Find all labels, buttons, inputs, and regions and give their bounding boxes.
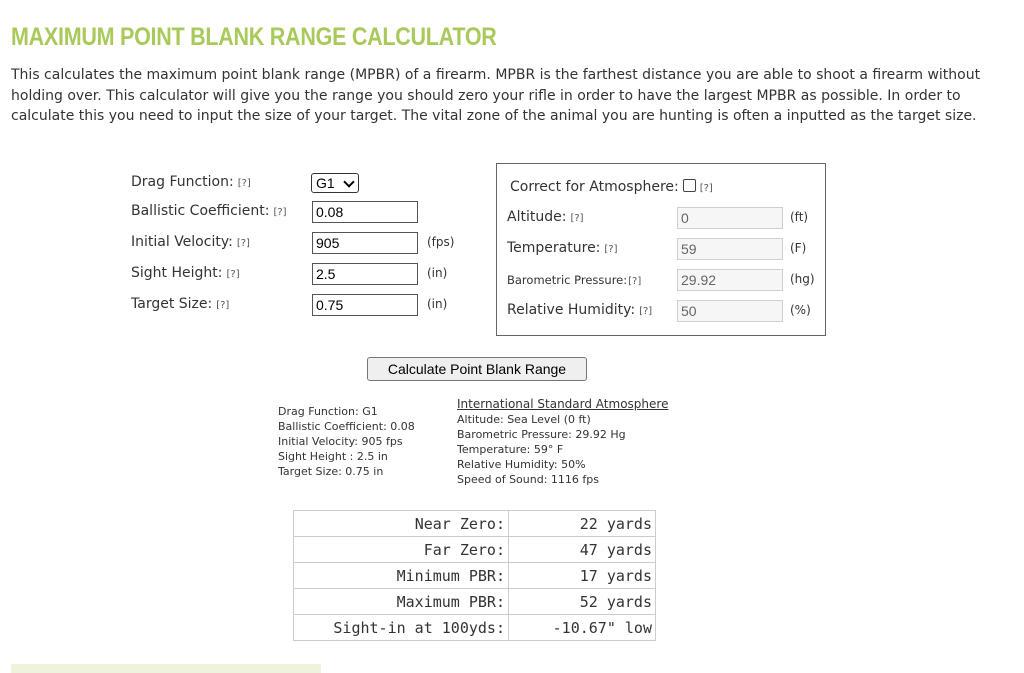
page-title: MAXIMUM POINT BLANK RANGE CALCULATOR bbox=[11, 23, 497, 51]
table-row bbox=[294, 537, 656, 563]
correct-atmosphere-checkbox[interactable] bbox=[683, 179, 696, 192]
summary-line: Ballistic Coefficient: 0.08 bbox=[278, 420, 415, 433]
summary-line: Target Size: 0.75 in bbox=[278, 465, 384, 478]
calculator-form bbox=[131, 170, 461, 330]
target-size-help[interactable]: [?] bbox=[216, 300, 230, 311]
humidity-label: Relative Humidity: [?] bbox=[507, 302, 653, 318]
result-label: Sight-in at 100yds: bbox=[294, 615, 509, 641]
summary-line: Sight Height : 2.5 in bbox=[278, 450, 388, 463]
sight-height-help[interactable]: [?] bbox=[226, 269, 240, 280]
pressure-unit: (hg) bbox=[790, 272, 815, 286]
table-row bbox=[294, 589, 656, 615]
target-size-unit: (in) bbox=[427, 297, 448, 311]
chevron-down-icon bbox=[343, 176, 354, 187]
result-value: -10.67" low bbox=[509, 615, 656, 641]
table-row bbox=[294, 615, 656, 641]
sight-height-unit: (in) bbox=[427, 266, 448, 280]
initial-velocity-input[interactable]: 905 bbox=[312, 232, 418, 254]
initial-velocity-label: Initial Velocity: [?] bbox=[131, 234, 250, 250]
result-value: 47 yards bbox=[509, 537, 656, 563]
result-value: 17 yards bbox=[509, 563, 656, 589]
correct-atmosphere-label: Correct for Atmosphere: [?] bbox=[510, 179, 713, 195]
atmosphere-summary bbox=[457, 397, 668, 487]
ballistic-coefficient-input[interactable]: 0.08 bbox=[312, 201, 418, 223]
result-value: 52 yards bbox=[509, 589, 656, 615]
result-label: Minimum PBR: bbox=[294, 563, 509, 589]
temperature-label: Temperature: [?] bbox=[507, 240, 618, 256]
result-label: Maximum PBR: bbox=[294, 589, 509, 615]
ballistic-coefficient-help[interactable]: [?] bbox=[273, 207, 287, 218]
summary-line: Temperature: 59° F bbox=[457, 443, 564, 456]
temperature-unit: (F) bbox=[790, 241, 807, 255]
summary-line: Initial Velocity: 905 fps bbox=[278, 435, 403, 448]
summary-line: Speed of Sound: 1116 fps bbox=[457, 473, 599, 486]
drag-function-select[interactable]: G1 bbox=[311, 173, 359, 193]
results-table bbox=[293, 510, 656, 641]
temperature-input[interactable]: 59 bbox=[677, 238, 783, 260]
pressure-label: Barometric Pressure:[?] bbox=[507, 273, 642, 287]
altitude-help[interactable]: [?] bbox=[570, 213, 584, 224]
result-label: Far Zero: bbox=[294, 537, 509, 563]
input-summary bbox=[278, 404, 415, 479]
atmosphere-panel bbox=[496, 163, 826, 336]
temperature-help[interactable]: [?] bbox=[604, 244, 618, 255]
humidity-input[interactable]: 50 bbox=[677, 300, 783, 322]
initial-velocity-help[interactable]: [?] bbox=[236, 238, 250, 249]
isa-title: International Standard Atmosphere bbox=[457, 397, 669, 411]
table-row bbox=[294, 563, 656, 589]
result-value: 22 yards bbox=[509, 511, 656, 537]
pressure-input[interactable]: 29.92 bbox=[677, 269, 783, 291]
table-row bbox=[294, 511, 656, 537]
target-size-label: Target Size: [?] bbox=[131, 296, 230, 312]
calculate-button[interactable]: Calculate Point Blank Range bbox=[367, 357, 587, 381]
summary-line: Altitude: Sea Level (0 ft) bbox=[457, 413, 591, 426]
sight-height-label: Sight Height: [?] bbox=[131, 265, 240, 281]
intro-text: This calculates the maximum point blank range (MPBR) of a firearm. MPBR is the farthest distance you are able to shoot a firearm without holding over. This calculator will give you the range you should zero your rifle in order to have the largest MPBR as possible. In order to calculate this you need to input the size of your target. The vital zone of the animal you are hunting is often a inputted as the target size. bbox=[11, 67, 981, 124]
target-size-input[interactable]: 0.75 bbox=[312, 294, 418, 316]
altitude-label: Altitude: [?] bbox=[507, 209, 584, 225]
humidity-unit: (%) bbox=[790, 303, 811, 317]
summary-line: Drag Function: G1 bbox=[278, 405, 378, 418]
correct-atmosphere-help[interactable]: [?] bbox=[699, 183, 713, 194]
altitude-unit: (ft) bbox=[790, 210, 809, 224]
result-label: Near Zero: bbox=[294, 511, 509, 537]
humidity-help[interactable]: [?] bbox=[639, 306, 653, 317]
sight-height-input[interactable]: 2.5 bbox=[312, 263, 418, 285]
next-section-heading-clipped bbox=[11, 664, 321, 673]
pressure-help[interactable]: [?] bbox=[628, 276, 642, 287]
drag-function-help[interactable]: [?] bbox=[237, 178, 251, 189]
summary-line: Relative Humidity: 50% bbox=[457, 458, 586, 471]
altitude-input[interactable]: 0 bbox=[677, 207, 783, 229]
ballistic-coefficient-label: Ballistic Coefficient: [?] bbox=[131, 203, 287, 219]
summary-line: Barometric Pressure: 29.92 Hg bbox=[457, 428, 626, 441]
drag-function-label: Drag Function: [?] bbox=[131, 174, 251, 190]
initial-velocity-unit: (fps) bbox=[427, 235, 455, 249]
